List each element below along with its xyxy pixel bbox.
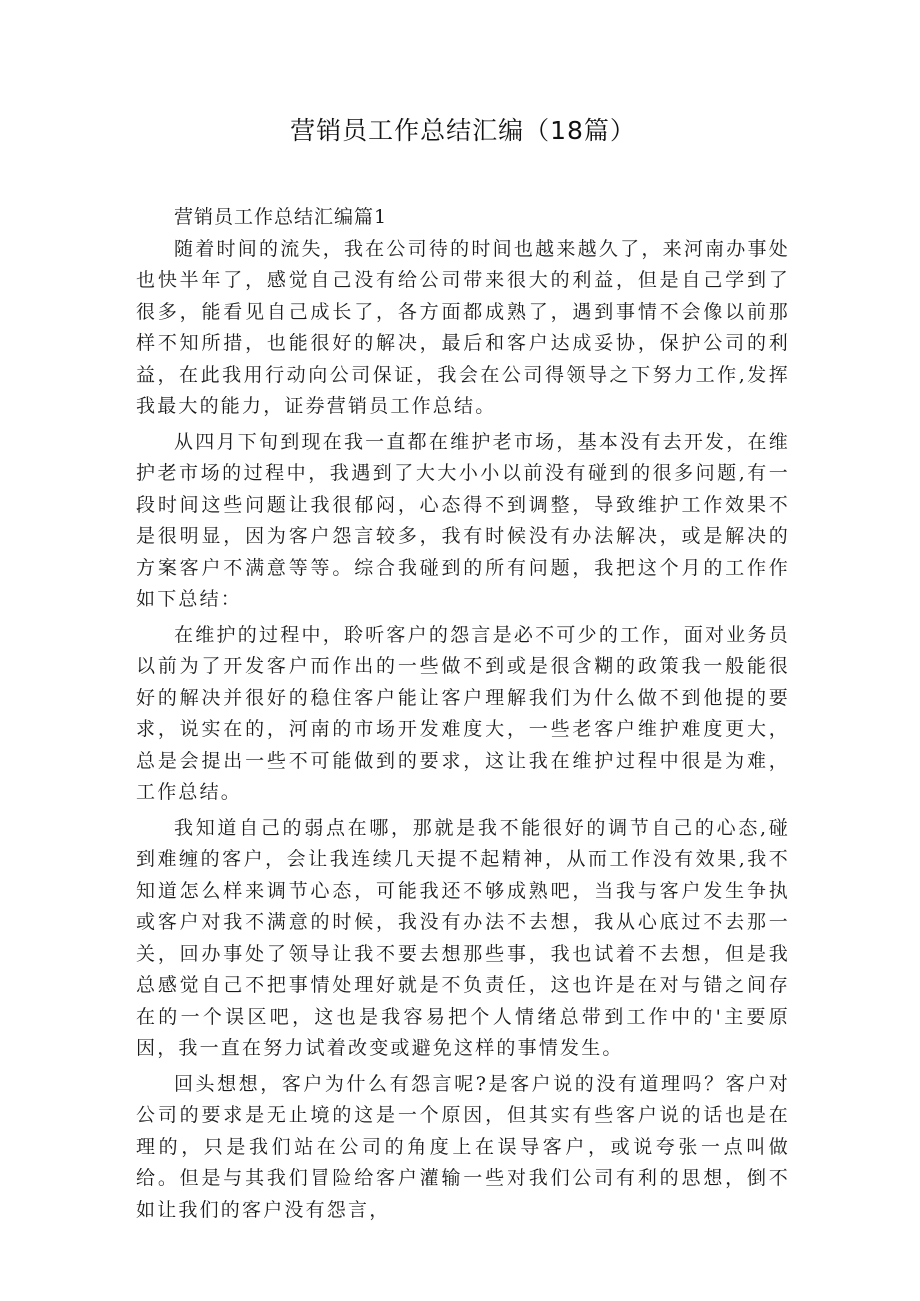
paragraph-4: 我知道自己的弱点在哪，那就是我不能很好的调节自己的心态,碰到难缠的客户，会让我连续几天提不起精神，从而工作没有效果,我不知道怎么样来调节心态，可能我还不够成熟吧，当我与客户发生争执或客户对我不满意的时候，我没有办法不去想，我从心底过不去那一关，回办事处了领导让我不要去想那些事，我也试着不去想，但是我总感觉自己不把事情处理好就是不负责任，这也许是在对与错之间存在的一个误区吧，这也是我容易把个人情绪总带到工作中的'主要原因，我一直在努力试着改变或避免这样的事情发生。	[136, 816, 790, 1059]
paragraph-5: 回头想想，客户为什么有怨言呢?是客户说的没有道理吗？客户对公司的要求是无止境的这是一个原因，但其实有些客户说的话也是在理的，只是我们站在公司的角度上在误导客户，或说夸张一点叫做给。但是与其我们冒险给客户灌输一些对我们公司有利的思想，倒不如让我们的客户没有怨言，	[136, 1072, 790, 1221]
section-heading: 营销员工作总结汇编篇1	[174, 206, 388, 228]
paragraph-2: 从四月下旬到现在我一直都在维护老市场，基本没有去开发，在维护老市场的过程中，我遇到了大大小小以前没有碰到的很多问题,有一段时间这些问题让我很郁闷，心态得不到调整，导致维护工作效果不是很明显，因为客户怨言较多，我有时候没有办法解决，或是解决的方案客户不满意等等。综合我碰到的所有问题，我把这个月的工作作如下总结：	[136, 430, 790, 610]
paragraph-1: 随着时间的流失，我在公司待的时间也越来越久了，来河南办事处也快半年了，感觉自己没有给公司带来很大的利益，但是自己学到了很多，能看见自己成长了，各方面都成熟了，遇到事情不会像以前那样不知所措，也能很好的解决，最后和客户达成妥协，保护公司的利益，在此我用行动向公司保证，我会在公司得领导之下努力工作,发挥我最大的能力，证券营销员工作总结。	[136, 237, 790, 417]
document-title: 营销员工作总结汇编（18篇）	[290, 116, 636, 145]
paragraph-3: 在维护的过程中，聆听客户的怨言是必不可少的工作，面对业务员以前为了开发客户而作出的一些做不到或是很含糊的政策我一般能很好的解决并很好的稳住客户能让客户理解我们为什么做不到他提的要求，说实在的，河南的市场开发难度大，一些老客户维护难度更大，总是会提出一些不可能做到的要求，这让我在维护过程中很是为难，工作总结。	[136, 623, 790, 803]
